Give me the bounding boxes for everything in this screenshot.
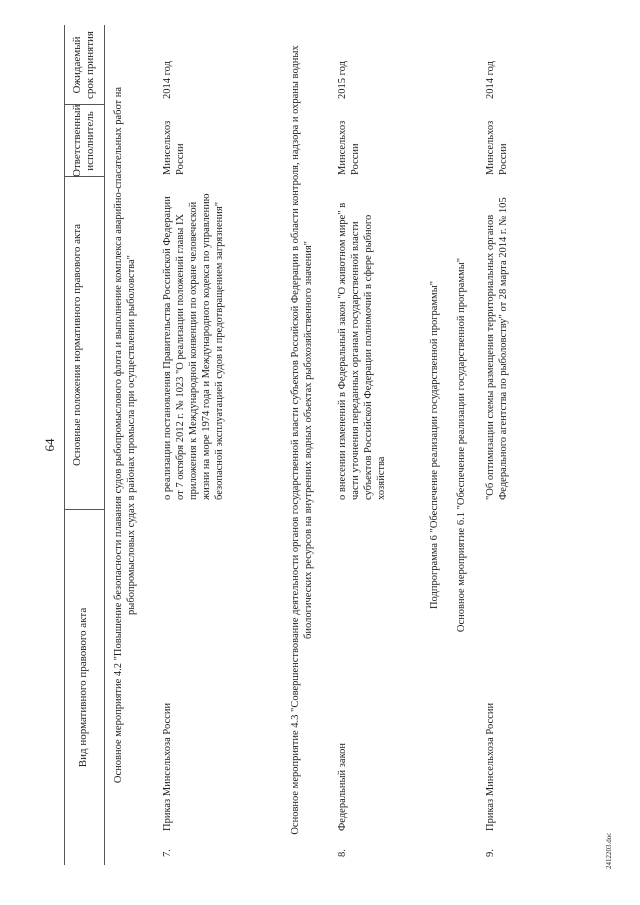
subprogram-heading: Подпрограмма 6 "Обеспечение реализации государственной программы" bbox=[429, 280, 440, 610]
header-provisions: Основные положения нормативного правового акта bbox=[71, 223, 83, 467]
provisions: о внесении изменений в Федеральный закон "О животном мире" в части уточнения переданных органам государственной власти субъектов Российской Федерации полномочий в сфере рыбного хозяйства bbox=[337, 202, 387, 500]
act-type: Приказ Минсельхоза России bbox=[485, 702, 496, 831]
document-footer: 2412203.doc bbox=[605, 832, 613, 869]
section-heading: Основное мероприятие 4.3 "Совершенствование деятельности органов государственной власти субъектов Российской Федерации в области контроля, надзора и охраны водных биологических ресурсов на внутренних водных объектах рыбохозяйственного значения" bbox=[290, 45, 314, 835]
act-type: Приказ Минсельхоза России bbox=[162, 702, 173, 831]
row-number: 7. bbox=[162, 849, 173, 857]
deadline: 2014 год bbox=[162, 61, 173, 99]
table-top-border bbox=[64, 25, 65, 865]
deadline: 2014 год bbox=[485, 61, 496, 99]
header-act-type: Вид нормативного правового акта bbox=[77, 607, 89, 768]
provisions: "Об оптимизации схемы размещения территориальных органов Федерального агентства по рыболовству" от 28 марта 2014 г. № 105 bbox=[485, 197, 509, 500]
header-deadline: Ожидаемый срок принятия bbox=[71, 31, 96, 99]
header-bottom-border bbox=[104, 25, 105, 865]
provisions: о реализации постановления Правительства Российской Федерации от 7 октября 2012 г. № 1023 "О реализации положений главы IX приложения к Международной конвенции по охране человеческой жизни на море 1974 года и Международного кодекса по управлению безопасной эксплуатацией судов и предотвращением загрязнения" bbox=[162, 193, 225, 500]
section-heading: Основное мероприятие 4.2 "Повышение безопасности плавания судов рыбопромыслового флота и выполнение комплекса аварийно-спасательных работ на рыбопромысловых судах в районах промысла при осуществлении рыболовства" bbox=[113, 86, 137, 784]
page-number: 64 bbox=[42, 438, 57, 452]
act-type: Федеральный закон bbox=[337, 742, 348, 831]
deadline: 2015 год bbox=[337, 61, 348, 99]
executor: Минсельхоз России bbox=[485, 120, 509, 175]
executor: Минсельхоз России bbox=[162, 120, 186, 175]
executor: Минсельхоз России bbox=[337, 120, 361, 175]
row-number: 9. bbox=[485, 849, 496, 857]
section-heading: Основное мероприятие 6.1 "Обеспечение реализации государственной программы" bbox=[456, 257, 467, 633]
row-number: 8. bbox=[337, 849, 348, 857]
header-executor: Ответственный исполнитель bbox=[71, 104, 96, 177]
